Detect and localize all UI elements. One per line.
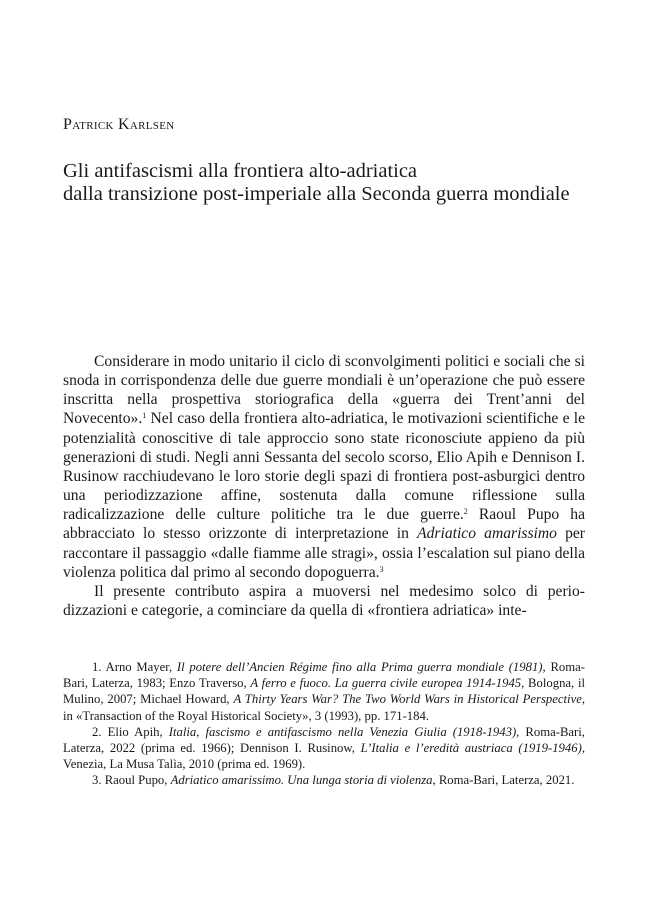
footnote-ref-2: 2 <box>463 507 468 517</box>
footnote-1-text-e: , Bologna, il Mulino, 2007; Michael Howard, <box>63 676 586 707</box>
footnote-1 <box>63 659 585 724</box>
footnote-2-text-e: , Venezia, La Musa Talìa, 2010 (prima ed. 1969). <box>63 741 585 772</box>
paragraph-1-text-2: Nel caso della frontiera alto-adriatica, le motivazioni scientifiche e le potenzialità conoscitive di tale approccio sono state riconosciute appieno da più generazioni di studi. Negli anni Sessanta del secolo scorso, Elio Apih e Dennison I. Rusinow racchiudevano le loro storie degli spazi di frontiera post-asburgici dentro una periodizzazione affine, sostenuta dalla comune riflessione sulla radicalizzazione delle culture politiche tra le due guerre. <box>63 410 585 524</box>
title-line-2: dalla transizione post-imperiale alla Seconda guerra mondiale <box>63 183 570 205</box>
paragraph-2: Il presente contributo aspira a muoversi nel medesimo solco di periodizzazioni e categorie, a cominciare da quella di «frontiera adriatica» inte- <box>63 582 585 620</box>
footnote-2-text-c: , Roma-Bari, Laterza, 2022 (prima ed. 1966); Dennison I. Rusinow, <box>63 724 585 756</box>
footnote-ref-3: 3 <box>379 564 384 574</box>
footnote-3 <box>63 772 585 788</box>
footnote-3-text-a: 3. Raoul Pupo, <box>92 773 171 788</box>
footnote-1-italic-b: Il potere dell’Ancien Régime fino alla Prima guerra mondiale (1981) <box>176 660 543 674</box>
paragraph-1-text-3: Raoul Pupo ha abbracciato lo stesso orizzonte di interpretazione in <box>63 506 585 543</box>
paragraph-1 <box>63 352 585 582</box>
article-title <box>63 160 603 206</box>
footnotes <box>63 659 585 789</box>
footnote-2-text-a: 2. Elio Apih, <box>92 724 169 739</box>
title-line-1: Gli antifascismi alla frontiera alto-adriatica <box>63 160 418 182</box>
paragraph-1-text-1: Considerare in modo unitario il ciclo di sconvolgimenti politici e sociali che si snoda in corrispondenza delle due guerre mondiali è un’operazione che può essere inscritta nella prospettiva storiografica della «guerra dei Trent’anni del Novecento». <box>63 353 585 428</box>
footnote-3-italic-b: Adriatico amarissimo. Una lunga storia di violenza <box>170 773 433 788</box>
footnote-1-text-c: , Roma-Bari, Laterza, 1983; Enzo Traverso, <box>63 660 585 691</box>
footnote-1-italic-d: A ferro e fuoco. La guerra civile europea 1914-1945 <box>250 676 522 691</box>
footnote-1-text-g: , in «Transaction of the Royal Historical Society», 3 (1993), pp. 171-184. <box>63 692 586 723</box>
footnote-2 <box>63 724 585 773</box>
footnote-1-italic-f: A Thirty Years War? The Two World Wars in Historical Perspective <box>233 692 582 707</box>
footnote-1-text-a: 1. Arno Mayer, <box>92 660 177 674</box>
author-name: Patrick Karlsen <box>63 116 175 133</box>
body-text <box>63 352 585 620</box>
paragraph-1-text-4: per raccontare il passaggio «dalle fiamme alle stragi», ossia l’escalation sul piano della violenza politica dal primo al secondo dopoguerra. <box>63 525 586 581</box>
footnote-2-italic-d: L’Italia e l’eredità austriaca (1919-1946) <box>360 741 582 756</box>
footnote-ref-1: 1 <box>142 411 147 421</box>
book-title-italic: Adriatico amarissimo <box>417 525 557 543</box>
footnote-3-text-c: , Roma-Bari, Laterza, 2021. <box>432 773 575 788</box>
footnote-2-italic-b: Italia, fascismo e antifascismo nella Venezia Giulia (1918-1943) <box>168 724 517 739</box>
